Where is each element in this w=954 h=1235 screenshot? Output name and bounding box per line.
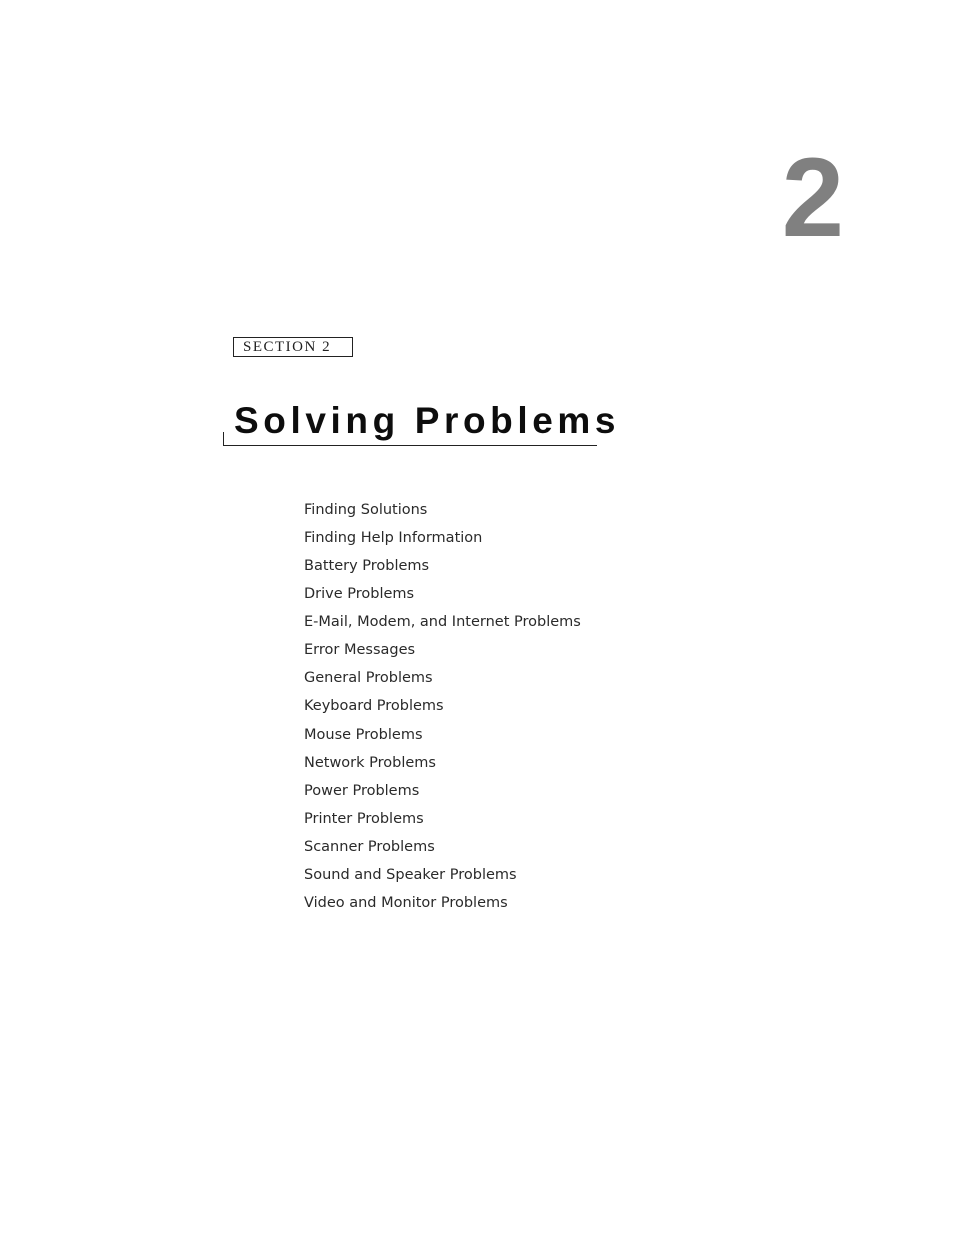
contents-item: General Problems (304, 670, 433, 687)
contents-item: Video and Monitor Problems (304, 894, 508, 911)
contents-item: Scanner Problems (304, 838, 435, 855)
contents-item: Sound and Speaker Problems (304, 866, 517, 883)
contents-item: Network Problems (304, 754, 436, 771)
contents-item: Finding Help Information (304, 530, 483, 547)
contents-item: Keyboard Problems (304, 698, 444, 715)
contents-item: Drive Problems (304, 586, 415, 603)
contents-item: Finding Solutions (304, 502, 428, 518)
title-block (223, 398, 621, 446)
contents-item: Power Problems (304, 782, 420, 799)
contents-item: Error Messages (304, 642, 416, 659)
contents-list (304, 496, 581, 917)
contents-item: E-Mail, Modem, and Internet Problems (304, 614, 581, 631)
page-title: Solving Problems (234, 400, 621, 441)
contents-item: Battery Problems (304, 558, 430, 575)
contents-item: Printer Problems (304, 810, 424, 827)
chapter-number: 2 (781, 135, 844, 260)
contents-item: Mouse Problems (304, 726, 423, 743)
section-label: SECTION 2 (233, 337, 353, 357)
